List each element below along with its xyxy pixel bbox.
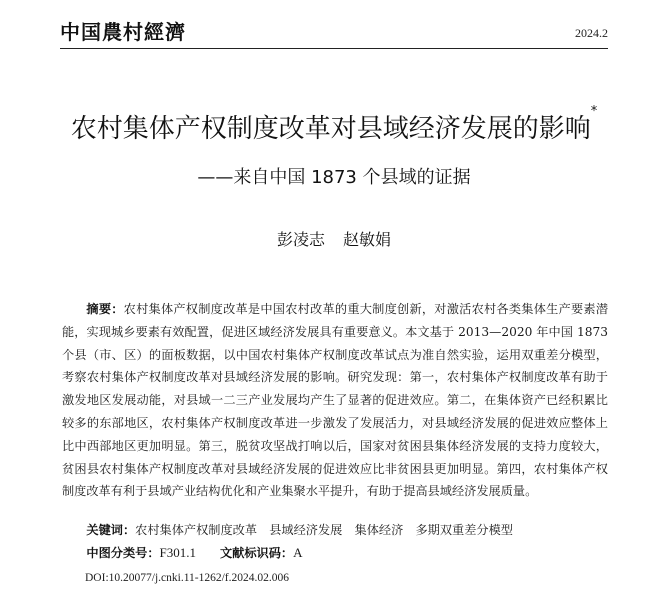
- clc-value: F301.1: [159, 545, 196, 560]
- keywords-text: 农村集体产权制度改革 县域经济发展 集体经济 多期双重差分模型: [135, 523, 513, 537]
- keywords: [62, 521, 608, 539]
- article-title-text: 农村集体产权制度改革对县域经济发展的影响: [70, 114, 591, 144]
- abstract-label: 摘要：: [86, 302, 124, 316]
- journal-name: 中国農村經濟: [60, 20, 186, 44]
- page-header: [60, 14, 608, 49]
- author-list: [0, 227, 668, 250]
- title-footnote-mark: *: [590, 104, 598, 119]
- article-title: [0, 104, 668, 145]
- doc-code-label: 文献标识码：: [220, 546, 294, 560]
- article-subtitle: ——来自中国 1873 个县域的证据: [197, 167, 471, 188]
- author-name: 彭凌志: [276, 230, 325, 249]
- keywords-label: 关键词：: [86, 523, 136, 537]
- doc-code-value: A: [293, 545, 303, 560]
- issue-number: 2024.2: [575, 26, 608, 40]
- abstract-text: 农村集体产权制度改革是中国农村改革的重大制度创新，对激活农村各类集体生产要素潜能，实现城乡要素有效配置，促进区域经济发展具有重要意义。本文基于 2013—2020 年中国 1873 个县（市、区）的面板数据，以中国农村集体产权制度改革试点为准自然实验，运用双重差分模型，考察农村集体产权制度改革对县域经济发展的影响。研究发现：第一，农村集体产权制度改革有助于激发地区发展动能，对县域一二三产业发展均产生了显著的促进效应。第二，在集体资产已经积累比较多的东部地区，农村集体产权制度改革进一步激发了发展活力，对县域经济发展的促进效应整体上比中西部地区更加明显。第三，脱贫攻坚战打响以后，国家对贫困县集体经济发展的支持力度较大，贫困县农村集体产权制度改革对县域经济发展的促进效应比非贫困县更加明显。第四，农村集体产权制度改革有利于县域产业结构优化和产业集聚水平提升，有助于提高县域经济发展质量。: [62, 302, 609, 499]
- clc-label: 中图分类号：: [86, 546, 160, 560]
- author-name: 赵敏娟: [343, 230, 392, 249]
- doi: DOI:10.20077/j.cnki.11-1262/f.2024.02.006: [85, 572, 290, 584]
- classification-line: [62, 544, 608, 562]
- abstract: [62, 298, 608, 503]
